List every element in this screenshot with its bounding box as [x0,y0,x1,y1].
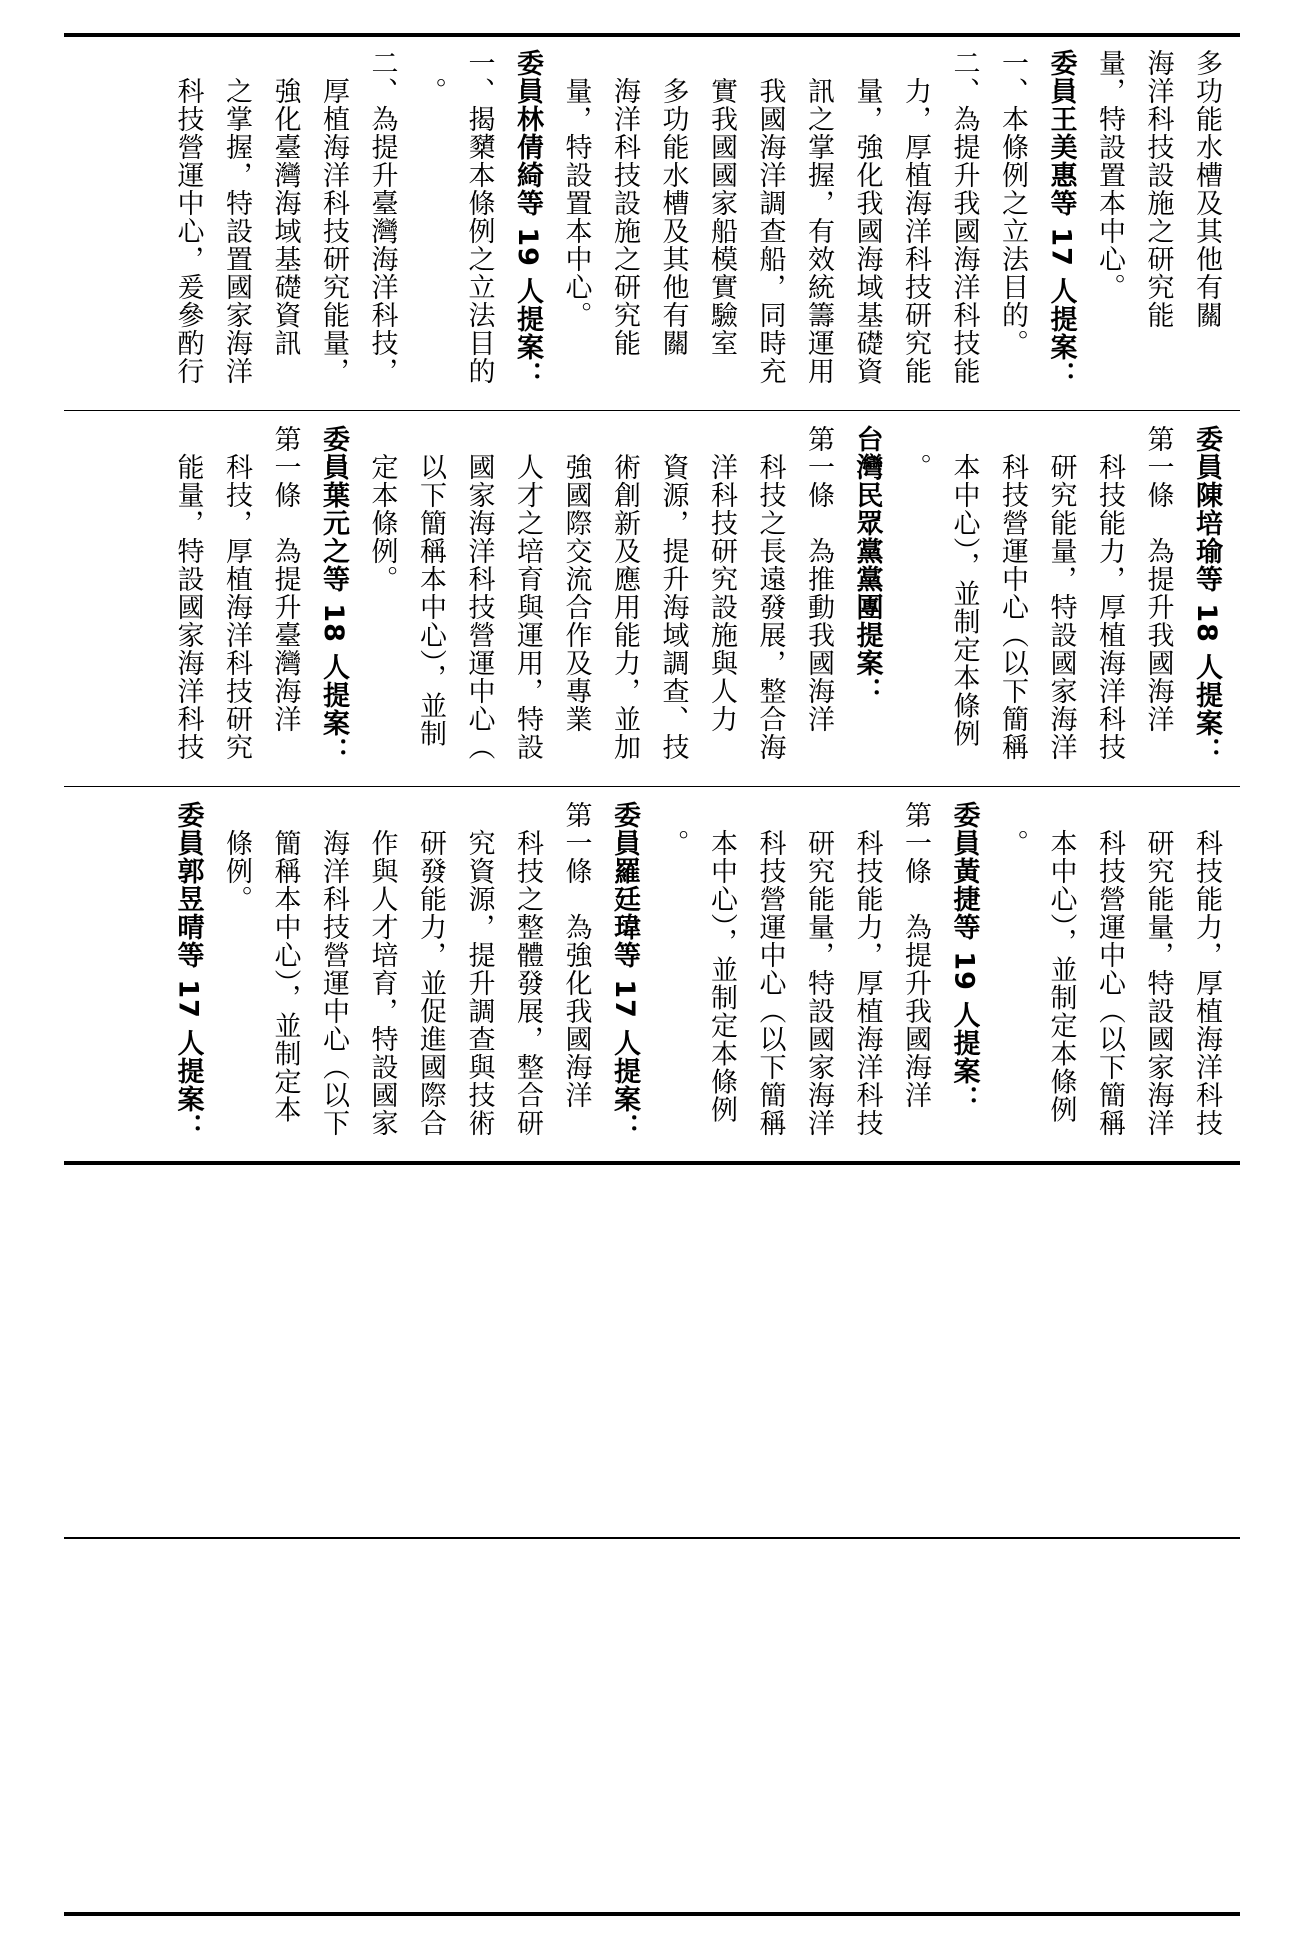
text-line: 研發能力，並促進國際合 [415,801,446,1137]
text-line: 科技營運中心（以下簡稱 [754,801,786,1137]
text-line: 厚植海洋科技研究能量， [318,49,349,385]
text-line: 我國海洋調查船，同時充 [754,49,786,385]
text-line: 科技能力，厚植海洋科技 [1191,801,1222,1137]
text-line: 強化臺灣海域基礎資訊 [269,49,301,357]
text-line: 科技能力，厚植海洋科技 [851,801,883,1137]
text-line: 本中心），並制定本條例 [1045,801,1077,1124]
proposal-heading: 委員葉元之等 18 人提案： [318,425,349,766]
text-line: 。 [997,801,1028,857]
text-line: 洋科技研究設施與人力 [706,425,737,733]
text-line: 科技營運中心，爰參酌行 [172,49,204,385]
text-line: 定本條例。 [366,425,398,593]
proposal-heading: 委員陳培瑜等 18 人提案： [1191,425,1222,766]
text-line: 第一條 為提升我國海洋 [1142,425,1174,733]
text-line: 二、為提升臺灣海洋科技， [366,49,398,385]
text-line: 海洋科技營運中心（以下 [318,801,349,1137]
text-line: 本中心），並制定本條例 [948,425,980,748]
text-line: 。 [415,49,446,105]
proposal-heading: 委員林倩綺等 19 人提案： [512,49,543,390]
text-line: 二、為提升我國海洋科技能 [948,49,980,385]
table-column-2 [64,411,1240,786]
text-line: 量，強化我國海域基礎資 [851,49,883,385]
text-line: 訊之掌握，有效統籌運用 [803,49,834,385]
table-column-3 [64,787,1240,1162]
column-divider-1 [64,410,1240,411]
text-line: 能量，特設國家海洋科技 [172,425,204,761]
text-line: 海洋科技設施之研究能 [1142,49,1174,329]
text-line: 研究能量，特設國家海洋 [803,801,834,1137]
empty-section-rule [64,1537,1240,1539]
text-line: 一、本條例之立法目的。 [997,49,1028,357]
text-line: 強國際交流合作及專業 [560,425,592,733]
comparison-table [64,35,1240,1163]
text-line: 研究能量，特設國家海洋 [1045,425,1077,761]
text-line: 之掌握，特設置國家海洋 [221,49,252,385]
page-bottom-rule [64,1912,1240,1916]
text-line: 海洋科技設施之研究能 [609,49,640,357]
text-line: 力，厚植海洋科技研究能 [900,49,931,385]
text-line: 第一條 為提升臺灣海洋 [269,425,301,733]
text-line: 科技營運中心（以下簡稱 [997,425,1028,761]
text-line: 研究能量，特設國家海洋 [1142,801,1174,1137]
proposal-heading: 委員羅廷瑋等 17 人提案： [609,801,640,1142]
column-2-text [64,411,1240,786]
proposal-heading: 委員王美惠等 17 人提案： [1045,49,1077,390]
text-line: 。 [657,801,689,857]
text-line: 多功能水槽及其他有關 [657,49,689,357]
text-line: 科技營運中心（以下簡稱 [1094,801,1125,1137]
column-divider-2 [64,786,1240,787]
table-bottom-rule [64,1161,1240,1165]
text-line: 第一條 為提升我國海洋 [900,801,931,1109]
text-line: 實我國國家船模實驗室 [706,49,737,357]
column-1-text [64,35,1240,410]
text-line: 條例。 [221,801,252,913]
column-3-text [64,787,1240,1162]
text-line: 一、揭櫫本條例之立法目的 [463,49,495,385]
text-line: 多功能水槽及其他有關 [1191,49,1222,329]
text-line: 科技之整體發展，整合研 [512,801,543,1137]
proposal-heading: 台灣民眾黨黨團提案： [851,425,883,705]
text-line: 國家海洋科技營運中心（ [463,425,495,761]
text-line: 本中心），並制定本條例 [706,801,737,1124]
text-line: 科技能力，厚植海洋科技 [1094,425,1125,761]
text-line: 作與人才培育，特設國家 [366,801,398,1137]
proposal-heading: 委員郭昱晴等 17 人提案： [172,801,204,1142]
text-line: 人才之培育與運用，特設 [512,425,543,761]
text-line: 量，特設置本中心。 [560,49,592,329]
text-line: 術創新及應用能力，並加 [609,425,640,761]
proposal-heading: 委員黃捷等 19 人提案： [948,801,980,1114]
text-line: 資源，提升海域調查、技 [657,425,689,761]
text-line: 科技，厚植海洋科技研究 [221,425,252,761]
table-column-1 [64,35,1240,410]
text-line: 第一條 為強化我國海洋 [560,801,592,1109]
text-line: 科技之長遠發展，整合海 [754,425,786,761]
text-line: 簡稱本中心），並制定本 [269,801,301,1124]
text-line: 以下簡稱本中心），並制 [415,425,446,748]
text-line: 量，特設置本中心。 [1094,49,1125,301]
text-line: 究資源，提升調查與技術 [463,801,495,1137]
text-line: 第一條 為推動我國海洋 [803,425,834,733]
text-line: 。 [900,425,931,481]
